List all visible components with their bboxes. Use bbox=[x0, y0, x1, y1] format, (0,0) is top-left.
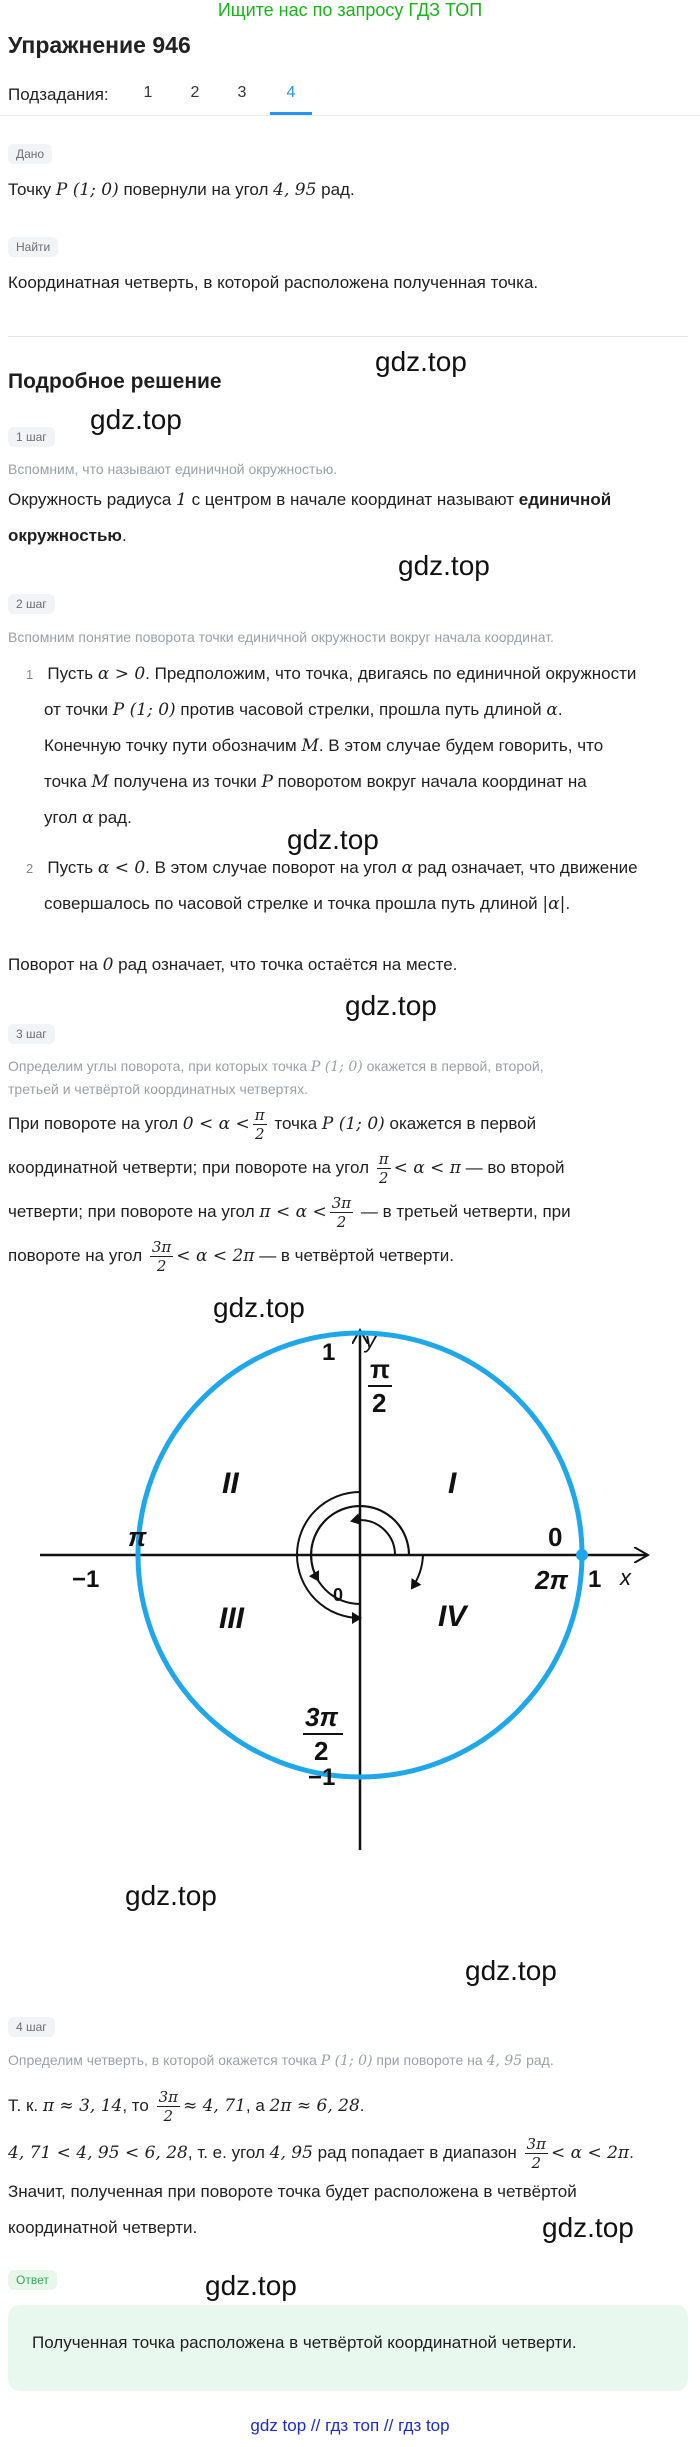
watermark: gdz.top bbox=[205, 2270, 297, 2301]
pi-label: π bbox=[128, 1522, 147, 1552]
three-pi-half-num: 3π bbox=[305, 1702, 338, 1732]
subtask-tab-4[interactable]: 4 bbox=[286, 84, 296, 101]
watermark: gdz.top bbox=[465, 1955, 557, 1986]
step3-line2: координатной четверти; при повороте на угол $\frac{\pi}{2}$ < α < π — во второй bbox=[8, 1150, 565, 1187]
tick-label-y1: 1 bbox=[322, 1339, 336, 1366]
solution-title: Подробное решение bbox=[8, 370, 222, 393]
pi-half-num: π bbox=[370, 1354, 390, 1384]
watermark: gdz.top bbox=[125, 1880, 217, 1911]
quadrant-label-4: IV bbox=[438, 1600, 467, 1633]
x-label: x bbox=[620, 1565, 631, 1590]
rotation-arc-small-tip bbox=[352, 1520, 360, 1521]
step4-pill: 4 шаг bbox=[8, 2017, 55, 2037]
step1-text-line1: Окружность радиуса 1 с центром в начале координат называют единичной bbox=[8, 490, 612, 510]
step3-note: Определим углы поворота, при которых точка P (1; 0) окажется в первой, второй, третьей и четвёртой координатных четвертях. bbox=[8, 1058, 544, 1097]
list-item-line: точка M получена из точки P поворотом вокруг начала координат на bbox=[44, 772, 587, 792]
find-text: Координатная четверть, в которой расположена полученная точка. bbox=[8, 273, 539, 292]
two-pi-label: 2π bbox=[535, 1565, 568, 1595]
step3-line1: При повороте на угол 0 < α < $\frac{\pi}{2}$ точка P (1; 0) окажется в первой bbox=[8, 1106, 537, 1143]
quadrant-label-1: I bbox=[448, 1467, 457, 1500]
watermark: gdz.top bbox=[213, 1292, 305, 1323]
active-tab-indicator bbox=[270, 112, 312, 115]
unit-circle-diagram bbox=[0, 1310, 700, 1870]
list-item-line: совершалось по часовой стрелке и точка прошла путь длиной |α|. bbox=[44, 894, 571, 914]
subtask-tab-2[interactable]: 2 bbox=[190, 84, 200, 101]
rotation-arc-small bbox=[360, 1520, 395, 1555]
step3-line4: повороте на угол $\frac{3\pi}{2}$ < α < 2π — в четвёртой четверти. bbox=[8, 1238, 454, 1275]
top-banner[interactable]: Ищите нас по запросу ГДЗ ТОП bbox=[217, 0, 483, 20]
list-item-line: от точки P (1; 0) против часовой стрелки, прошла путь длиной α. bbox=[44, 700, 563, 720]
rotation-arc-clockwise bbox=[311, 1506, 360, 1580]
step2-note: Вспомним понятие поворота точки единичной окружности вокруг начала координат. bbox=[8, 629, 554, 645]
page-title: Упражнение 946 bbox=[8, 32, 191, 58]
quadrant-label-3: III bbox=[219, 1602, 245, 1635]
step4-line1: Т. к. π ≈ 3, 14, то $\frac{3\pi}{2}$ ≈ 4, 71, а 2π ≈ 6, 28. bbox=[8, 2088, 365, 2125]
origin-label: 0 bbox=[333, 1585, 344, 1605]
step1-text-line2: окружностью. bbox=[8, 526, 127, 545]
subtask-tab-1[interactable]: 1 bbox=[143, 84, 153, 101]
step3-pill: 3 шаг bbox=[8, 1024, 55, 1044]
given-text: Точку P (1; 0) повернули на угол 4, 95 рад. bbox=[8, 180, 355, 200]
quadrant-label-2: II bbox=[222, 1467, 239, 1500]
pi-half-den: 2 bbox=[372, 1388, 387, 1418]
watermark: gdz.top bbox=[398, 550, 490, 581]
zero-angle-label: 0 bbox=[548, 1522, 563, 1552]
watermark: gdz.top bbox=[345, 990, 437, 1021]
tabs-divider bbox=[0, 115, 700, 116]
step4-line4: координатной четверти. bbox=[8, 2218, 198, 2237]
tick-label-ym1: −1 bbox=[308, 1764, 336, 1791]
subtasks-label: Подзадания: bbox=[8, 85, 109, 104]
section-divider bbox=[8, 336, 688, 337]
list-item-line: Конечную точку пути обозначим M. В этом случае будем говорить, что bbox=[44, 736, 604, 756]
answer-pill: Ответ bbox=[8, 2270, 57, 2290]
find-pill: Найти bbox=[8, 237, 58, 257]
watermark: gdz.top bbox=[542, 2212, 634, 2243]
step4-note: Определим четверть, в которой окажется точка P (1; 0) при повороте на 4, 95 рад. bbox=[8, 2052, 554, 2069]
step2-after-text: Поворот на 0 рад означает, что точка остаётся на месте. bbox=[8, 955, 458, 975]
point-p bbox=[576, 1549, 588, 1561]
list-item: 2 Пусть α < 0. В этом случае поворот на угол α рад означает, что движение bbox=[26, 858, 638, 878]
watermark: gdz.top bbox=[287, 824, 379, 855]
watermark: gdz.top bbox=[90, 404, 182, 435]
given-pill: Дано bbox=[8, 144, 52, 164]
three-pi-half-den: 2 bbox=[314, 1736, 329, 1766]
step2-pill: 2 шаг bbox=[8, 594, 55, 614]
step4-line3: Значит, полученная при повороте точка будет расположена в четвёртой bbox=[8, 2182, 577, 2201]
subtask-tab-3[interactable]: 3 bbox=[237, 84, 247, 101]
step1-pill: 1 шаг bbox=[8, 427, 55, 447]
list-item-line: угол α рад. bbox=[44, 808, 132, 828]
tick-label-xm1: −1 bbox=[72, 1566, 100, 1593]
watermark: gdz.top bbox=[375, 346, 467, 377]
step1-note: Вспомним, что называют единичной окружностью. bbox=[8, 461, 338, 477]
step3-line3: четверти; при повороте на угол π < α < $\frac{3\pi}{2}$ — в третьей четверти, при bbox=[8, 1194, 571, 1231]
answer-text: Полученная точка расположена в четвёртой координатной четверти. bbox=[32, 2333, 577, 2352]
rotation-arc-start bbox=[412, 1555, 423, 1588]
list-item: 1 Пусть α > 0. Предположим, что точка, двигаясь по единичной окружности bbox=[26, 664, 637, 684]
y-label: y bbox=[365, 1328, 376, 1353]
step4-line2: 4, 71 < 4, 95 < 6, 28, т. е. угол 4, 95 рад попадает в диапазон $\frac{3\pi}{2}$ < α < 2π. bbox=[8, 2135, 634, 2172]
tick-label-x1: 1 bbox=[588, 1566, 602, 1593]
footer-links[interactable]: gdz top // гдз топ // гдз top bbox=[250, 2416, 450, 2435]
